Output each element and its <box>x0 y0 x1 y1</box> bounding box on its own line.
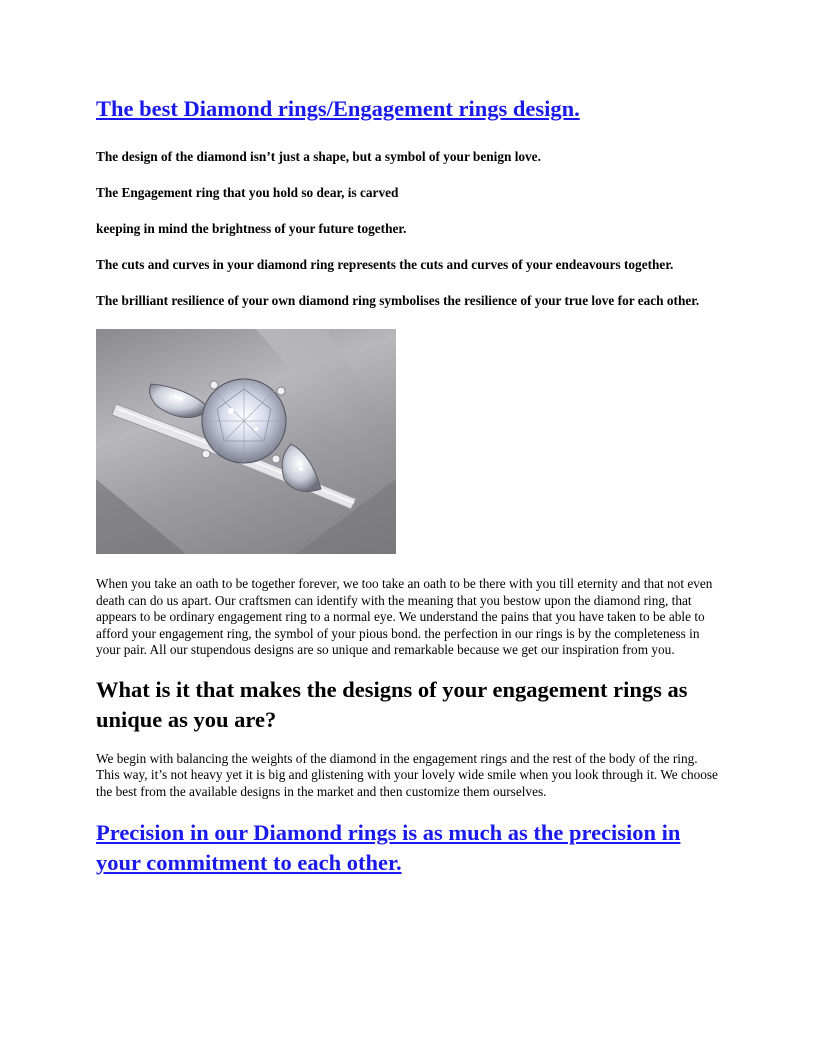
diamond-ring-photo <box>96 329 396 554</box>
intro-line-2: The Engagement ring that you hold so dear, is carved <box>96 185 399 200</box>
intro-line-3: keeping in mind the brightness of your future together. <box>96 221 407 236</box>
intro-line-1: The design of the diamond isn’t just a shape, but a symbol of your benign love. <box>96 149 541 164</box>
intro-line-5: The brilliant resilience of your own diamond ring symbolises the resilience of your true love for each other. <box>96 293 700 308</box>
document-page <box>96 94 720 878</box>
paragraph-balancing: We begin with balancing the weights of the diamond in the engagement rings and the rest of the body of the ring. This way, it’s not heavy yet it is big and glistening with your lovely wide smile when you look through it. We choose the best from the available designs in the market and then customize them ourselves. <box>96 750 718 799</box>
diamond-ring-illustration <box>96 329 396 554</box>
intro-line-4: The cuts and curves in your diamond ring represents the cuts and curves of your endeavours together. <box>96 257 674 272</box>
heading-unique-designs: What is it that makes the designs of your engagement rings as unique as you are? <box>96 676 688 732</box>
heading-precision-link[interactable]: Precision in our Diamond rings is as much as the precision in your commitment to each other. <box>96 820 681 875</box>
title-link[interactable]: The best Diamond rings/Engagement rings design. <box>96 96 580 121</box>
paragraph-oath: When you take an oath to be together forever, we too take an oath to be there with you till eternity and that not even death can do us apart. Our craftsmen can identify with the meaning that you bestow upon the diamond ring, that appears to be ordinary engagement ring to a normal eye. We understand the pains that you have taken to be able to afford your engagement ring, the symbol of your pious bond. the perfection in our rings is by the completeness in your pair. All our stupendous designs are so unique and remarkable because we get our inspiration from you. <box>96 576 713 657</box>
